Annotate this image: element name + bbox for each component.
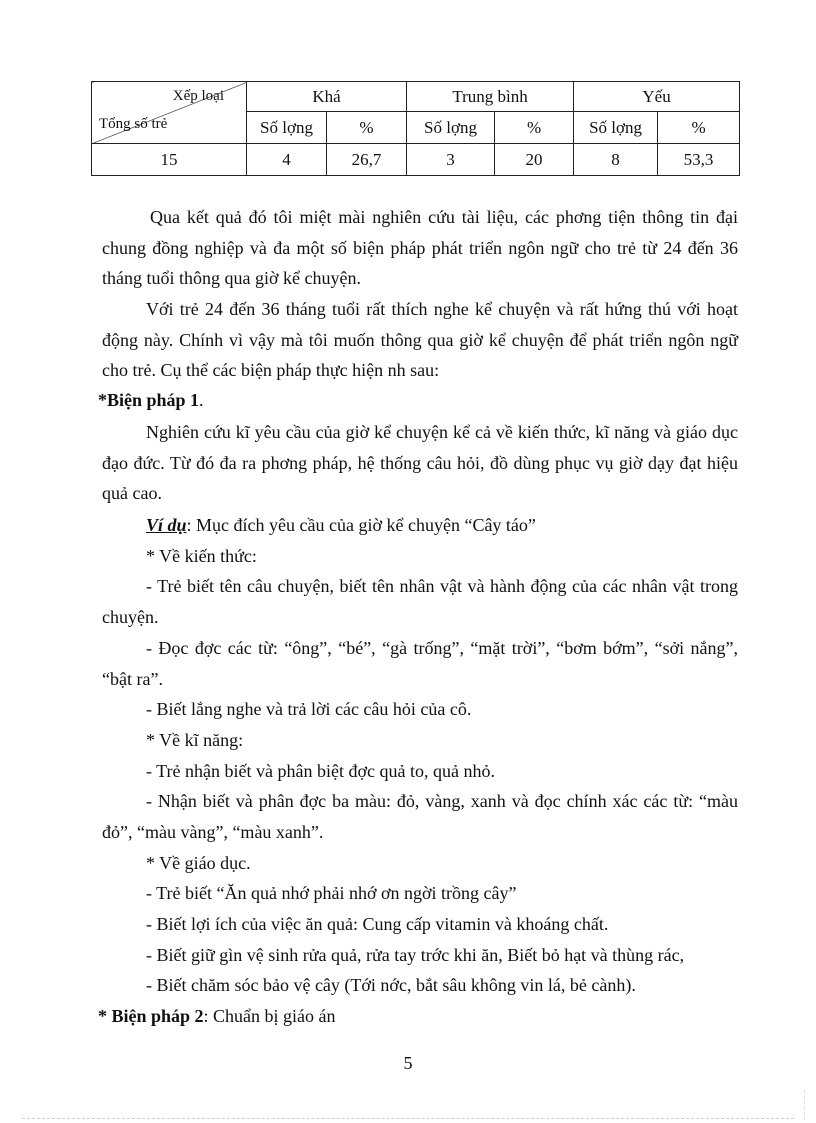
- header-group-trung-binh: Trung bình: [407, 82, 574, 112]
- paragraph-research: Qua kết quả đó tôi miệt mài nghiên cứu tài liệu, các phơng tiện thông tin đại chung đồng nghiệp và đa một số biện pháp phát triển ngôn ngữ cho trẻ từ 24 đến 36 tháng tuổi thông qua giờ kể chuyện.: [102, 207, 738, 288]
- list-item: - Biết giữ gìn vệ sinh rửa quả, rửa tay trớc khi ăn, Biết bỏ hạt và thùng rác,: [146, 945, 685, 965]
- paragraph-measure-1-body: Nghiên cứu kĩ yêu cầu của giờ kể chuyện kể cả về kiến thức, kĩ năng và giáo dục đạo đức. Từ đó đa ra phơng pháp, hệ thống câu hỏi, đồ dùng phục vụ giờ dạy đạt hiệu quả cao.: [102, 422, 738, 503]
- education-heading: * Về giáo dục.: [146, 853, 251, 873]
- sub-header-percent: %: [658, 112, 740, 144]
- cell-yeu-count: 8: [574, 144, 658, 176]
- example-text: : Mục đích yêu cầu của giờ kể chuyện “Cây táo”: [186, 515, 536, 535]
- corner-label-total-children: Tổng số trẻ: [99, 116, 168, 132]
- cell-total-children: 15: [92, 144, 247, 176]
- cell-trung-binh-count: 3: [407, 144, 495, 176]
- list-item: - Biết lắng nghe và trả lời các câu hỏi của cô.: [146, 699, 472, 719]
- cell-kha-count: 4: [247, 144, 327, 176]
- page-side-rule: [804, 1090, 806, 1120]
- list-item: - Biết lợi ích của việc ăn quả: Cung cấp vitamin và khoáng chất.: [146, 914, 609, 934]
- paragraph-children-interest: Với trẻ 24 đến 36 tháng tuổi rất thích nghe kể chuyện và rất hứng thú với hoạt động này. Chính vì vậy mà tôi muốn thông qua giờ kể chuyện để phát triển ngôn ngữ cho trẻ. Cụ thể các biện pháp thực hiện nh sau:: [102, 299, 738, 380]
- sub-header-percent: %: [495, 112, 574, 144]
- list-item: - Biết chăm sóc bảo vệ cây (Tới nớc, bắt sâu không vin lá, bẻ cành).: [146, 975, 636, 995]
- example-line: [102, 510, 738, 541]
- header-group-yeu: Yếu: [574, 82, 740, 112]
- cell-trung-binh-percent: 20: [495, 144, 574, 176]
- page-number: 5: [403, 1053, 413, 1073]
- corner-label-classification: Xếp loại: [172, 88, 224, 104]
- heading-measure-1: [98, 385, 204, 415]
- sub-header-count: Số lợng: [574, 112, 658, 144]
- skill-heading: * Về kĩ năng:: [146, 730, 244, 750]
- heading-measure-1-bold: *Biện pháp 1: [98, 390, 200, 410]
- heading-measure-2-bold: * Biện pháp 2: [98, 1006, 204, 1026]
- table-corner-cell: [92, 82, 247, 144]
- list-item: - Trẻ biết “Ăn quả nhớ phải nhớ ơn ngời trồng cây”: [146, 883, 517, 903]
- classification-table: [91, 81, 740, 176]
- example-label: Ví dụ: [146, 515, 187, 535]
- list-item: - Nhận biết và phân đợc ba màu: đỏ, vàng, xanh và đọc chính xác các từ: “màu đỏ”, “màu vàng”, “màu xanh”.: [102, 791, 738, 842]
- cell-yeu-percent: 53,3: [658, 144, 740, 176]
- page-bottom-rule: [22, 1118, 794, 1119]
- heading-measure-2: [98, 1001, 336, 1031]
- table-row: [92, 144, 740, 176]
- list-item: - Trẻ biết tên câu chuyện, biết tên nhân vật và hành động của các nhân vật trong chuyện.: [102, 576, 738, 627]
- sub-header-percent: %: [327, 112, 407, 144]
- sub-header-count: Số lợng: [247, 112, 327, 144]
- list-item: - Trẻ nhận biết và phân biệt đợc quả to, quả nhỏ.: [146, 761, 495, 781]
- list-item: - Đọc đợc các từ: “ông”, “bé”, “gà trống”, “mặt trời”, “bơm bớm”, “sởi nắng”, “bật ra”.: [102, 638, 738, 689]
- heading-measure-1-rest: .: [199, 390, 204, 410]
- heading-measure-2-rest: : Chuẩn bị giáo án: [203, 1006, 336, 1026]
- cell-kha-percent: 26,7: [327, 144, 407, 176]
- header-group-kha: Khá: [247, 82, 407, 112]
- sub-header-count: Số lợng: [407, 112, 495, 144]
- knowledge-heading: * Về kiến thức:: [146, 546, 257, 566]
